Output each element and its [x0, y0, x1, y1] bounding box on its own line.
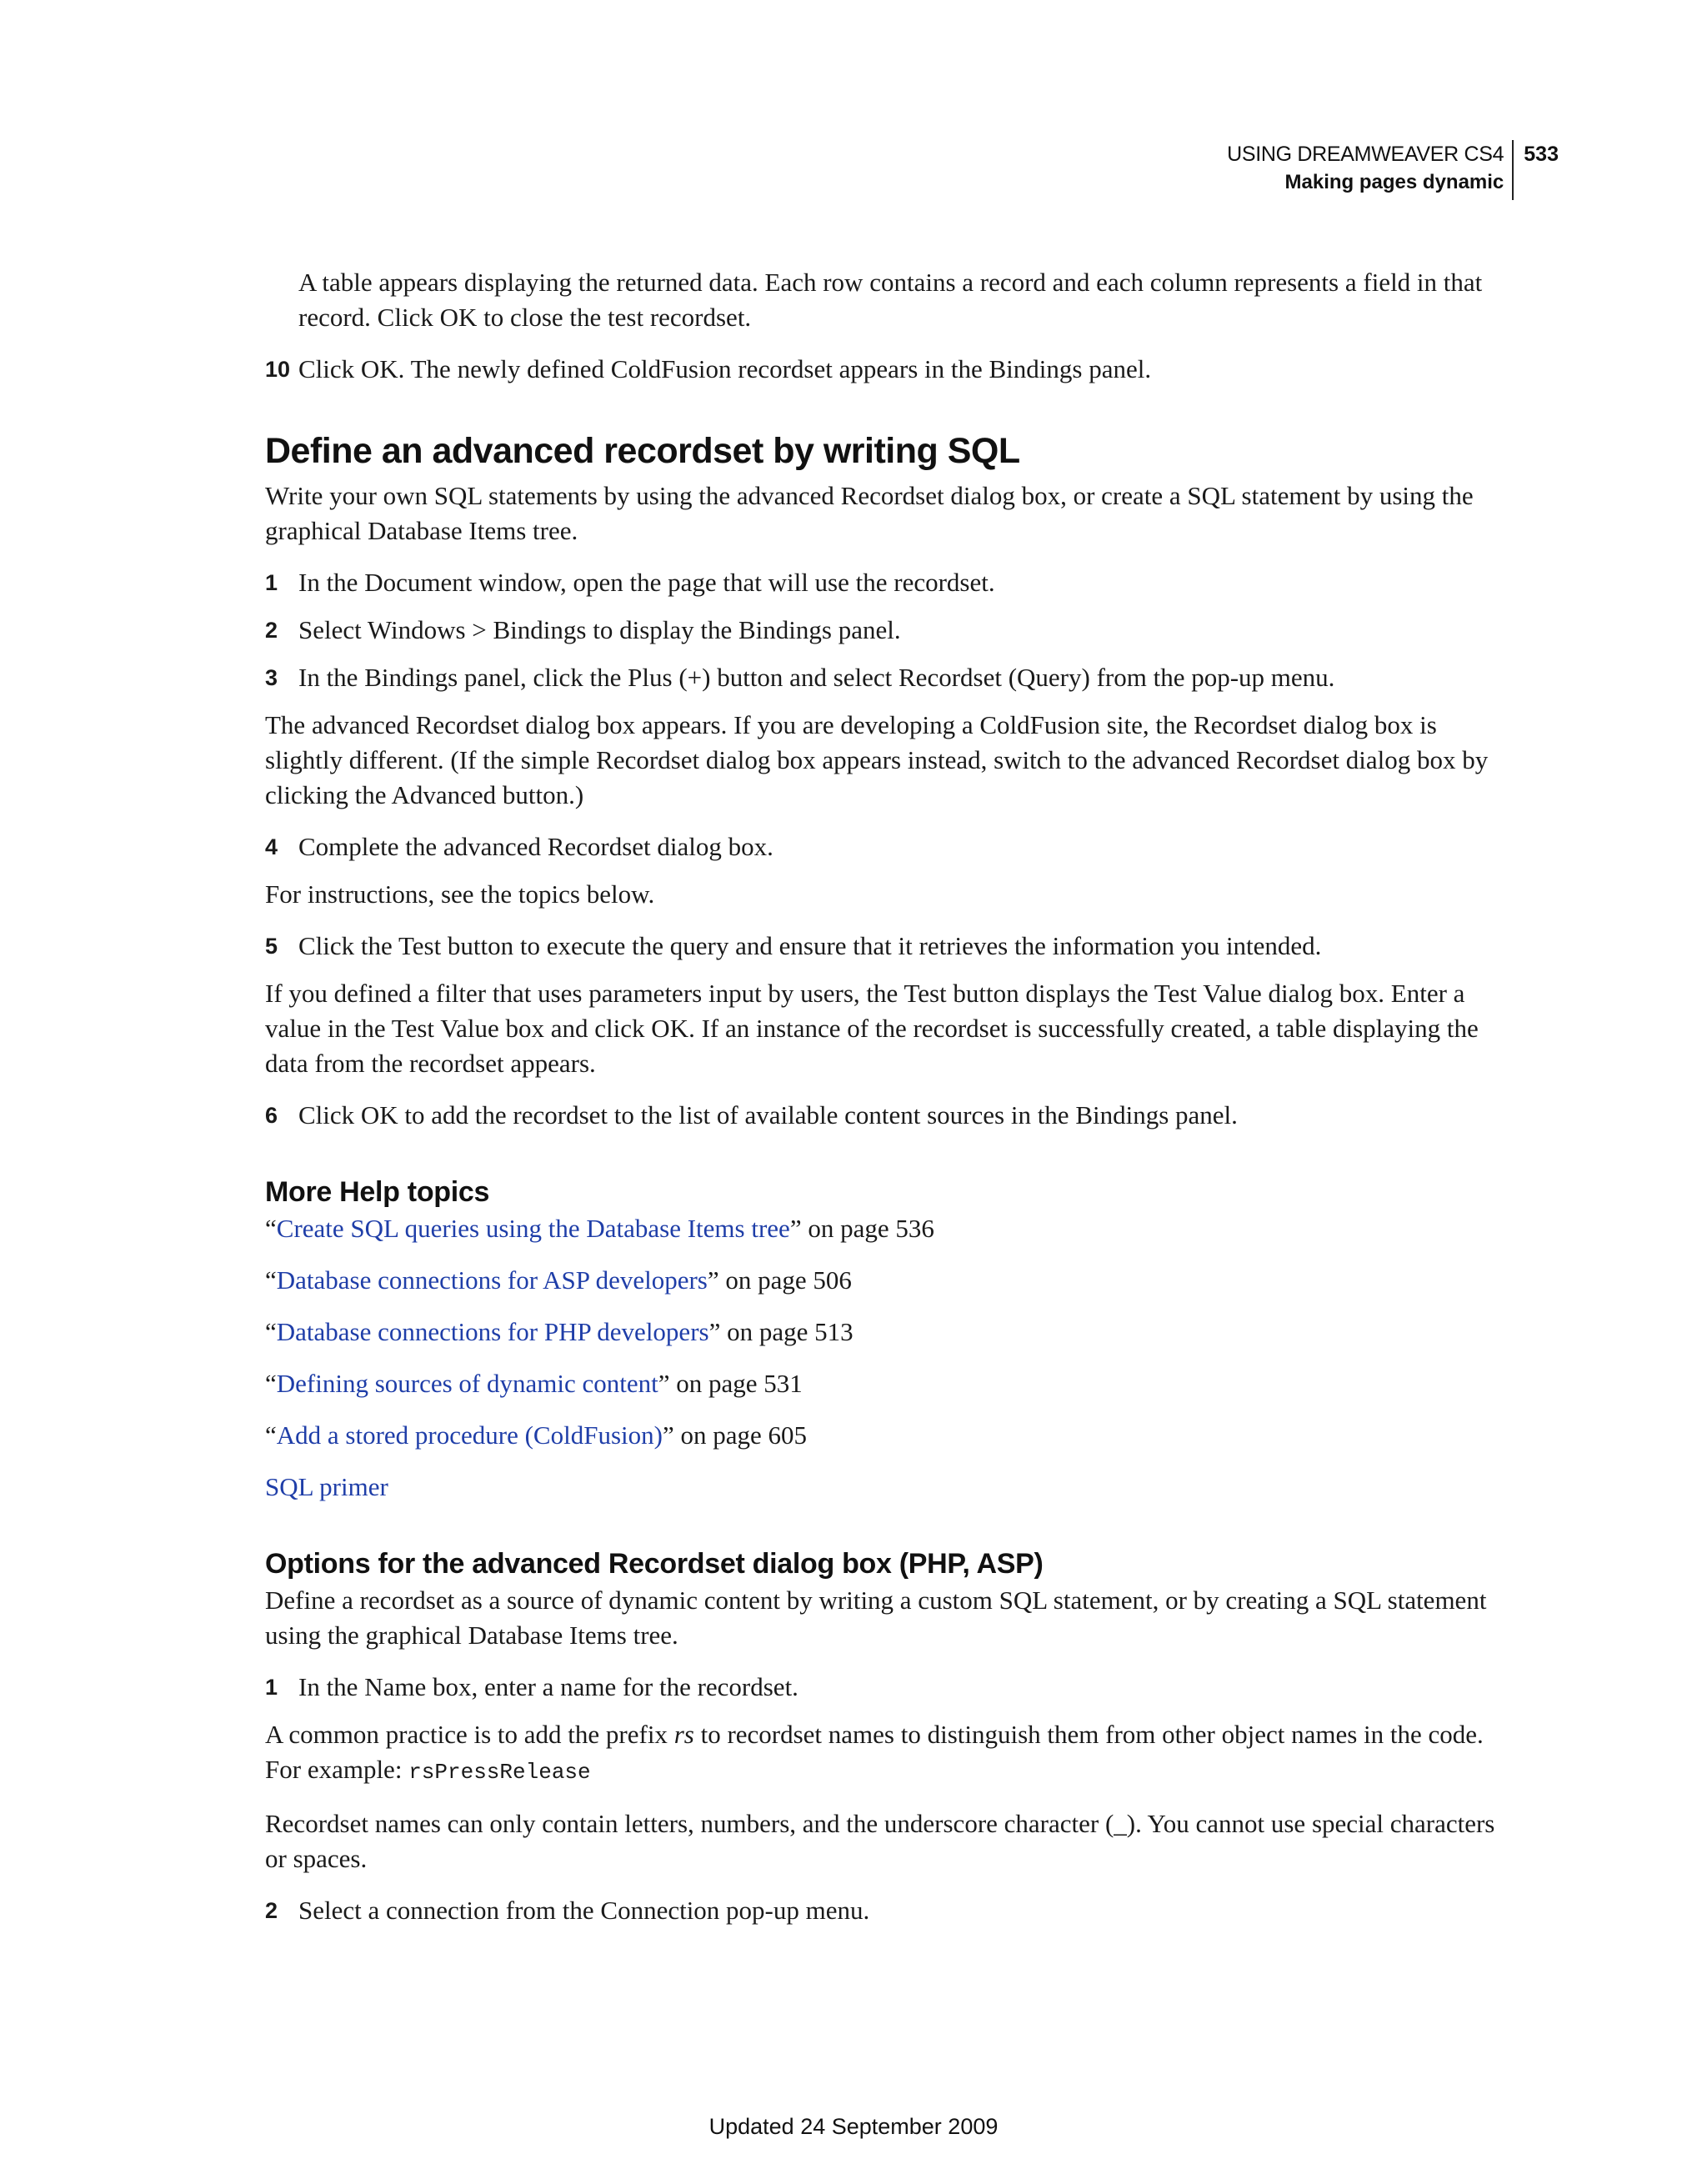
help-topics-heading: More Help topics: [265, 1176, 490, 1208]
prefix-emphasis: rs: [673, 1720, 694, 1749]
help-topic-item: [265, 1211, 1499, 1246]
code-example: rsPressRelease: [408, 1760, 591, 1785]
page-reference: ” on page 536: [789, 1214, 934, 1243]
step-1: [265, 1670, 1499, 1705]
step-text: Click OK to add the recordset to the list of available content sources in the Bindings panel.: [298, 1100, 1238, 1130]
step-1: [265, 565, 1499, 600]
paragraph-dialog-appears: The advanced Recordset dialog box appears. If you are developing a ColdFusion site, the Recordset dialog box is slightly different. (If the simple Recordset dialog box appears instead, switch to the advanced Recordset dialog box by clicking the Advanced button.): [265, 710, 1489, 809]
book-title: USING DREAMWEAVER CS4: [1227, 143, 1504, 166]
intro-paragraph: A table appears displaying the returned data. Each row contains a record and each column represents a field in that record. Click OK to close the test recordset.: [298, 268, 1483, 332]
open-quote: “: [265, 1214, 277, 1243]
help-link-sql-primer[interactable]: SQL primer: [265, 1472, 388, 1501]
step-text: Select Windows > Bindings to display the Bindings panel.: [298, 615, 901, 644]
step-3: [265, 660, 1499, 695]
section-intro: Define a recordset as a source of dynamic content by writing a custom SQL statement, or by creating a SQL statement using the graphical Database Items tree.: [265, 1585, 1487, 1650]
running-header: [1227, 140, 1559, 200]
open-quote: “: [265, 1317, 277, 1346]
open-quote: “: [265, 1420, 277, 1450]
page-reference: ” on page 513: [708, 1317, 854, 1346]
help-topic-item: [265, 1418, 1499, 1453]
paragraph-naming-rules: Recordset names can only contain letters, numbers, and the underscore character (_). You cannot use special characters or spaces.: [265, 1809, 1495, 1873]
step-text: Complete the advanced Recordset dialog box.: [298, 832, 773, 861]
step-text: Click the Test button to execute the query and ensure that it retrieves the information you intended.: [298, 931, 1322, 960]
step-2: [265, 1893, 1499, 1928]
open-quote: “: [265, 1369, 277, 1398]
step-number: 6: [265, 1103, 278, 1128]
step-2: [265, 613, 1499, 648]
page-content: [265, 265, 1499, 1941]
paragraph-test-value: If you defined a filter that uses parameters input by users, the Test button displays the Test Value dialog box. Enter a value in the Test Value box and click OK. If an instance of the recordset is successfully created, a table displaying the data from the recordset appears.: [265, 979, 1479, 1078]
step-5: [265, 929, 1499, 964]
help-topic-item: [265, 1263, 1499, 1298]
page-reference: ” on page 506: [707, 1265, 852, 1295]
step-text: Select a connection from the Connection pop-up menu.: [298, 1896, 870, 1925]
step-number: 5: [265, 934, 278, 959]
header-text-block: [1227, 140, 1514, 200]
paragraph-instructions: For instructions, see the topics below.: [265, 879, 655, 909]
footer-updated-date: Updated 24 September 2009: [708, 2114, 999, 2139]
help-link-dynamic-content-sources[interactable]: Defining sources of dynamic content: [276, 1369, 658, 1398]
step-number: 4: [265, 834, 278, 859]
help-topics-list: [265, 1211, 1499, 1505]
text-run: A common practice is to add the prefix: [265, 1720, 674, 1749]
step-number: 1: [265, 570, 278, 595]
help-link-asp-connections[interactable]: Database connections for ASP developers: [276, 1265, 708, 1295]
step-10: [265, 352, 1499, 387]
section-intro: Write your own SQL statements by using the advanced Recordset dialog box, or create a SQL statement by using the graphical Database Items tree.: [265, 481, 1474, 545]
step-text: Click OK. The newly defined ColdFusion recordset appears in the Bindings panel.: [298, 354, 1152, 383]
section-heading-advanced-recordset: Define an advanced recordset by writing SQL: [265, 431, 1020, 471]
step-number: 2: [265, 1898, 278, 1923]
step-text: In the Name box, enter a name for the recordset.: [298, 1672, 798, 1701]
step-number: 2: [265, 618, 278, 643]
help-topic-item: [265, 1366, 1499, 1401]
help-topic-item: [265, 1470, 1499, 1505]
page-reference: ” on page 531: [658, 1369, 803, 1398]
help-link-php-connections[interactable]: Database connections for PHP developers: [276, 1317, 709, 1346]
open-quote: “: [265, 1265, 277, 1295]
step-number: 3: [265, 665, 278, 690]
page-reference: ” on page 605: [662, 1420, 807, 1450]
help-link-create-sql-queries[interactable]: Create SQL queries using the Database Items tree: [276, 1214, 790, 1243]
step-number: 1: [265, 1675, 278, 1700]
page-number: 533: [1524, 143, 1559, 166]
section-heading-dialog-options: Options for the advanced Recordset dialog box (PHP, ASP): [265, 1548, 1044, 1580]
step-6: [265, 1098, 1499, 1133]
chapter-title: Making pages dynamic: [1284, 171, 1504, 193]
paragraph-prefix-practice: [265, 1717, 1499, 1790]
step-number: 10: [265, 357, 291, 382]
step-text: In the Document window, open the page that will use the recordset.: [298, 568, 995, 597]
text-run: to recordset names to distinguish them from other object names in the code. For example:: [265, 1720, 1484, 1784]
help-topic-item: [265, 1315, 1499, 1350]
step-text: In the Bindings panel, click the Plus (+) button and select Recordset (Query) from the pop-up menu.: [298, 663, 1335, 692]
help-link-stored-procedure[interactable]: Add a stored procedure (ColdFusion): [276, 1420, 663, 1450]
step-4: [265, 829, 1499, 864]
